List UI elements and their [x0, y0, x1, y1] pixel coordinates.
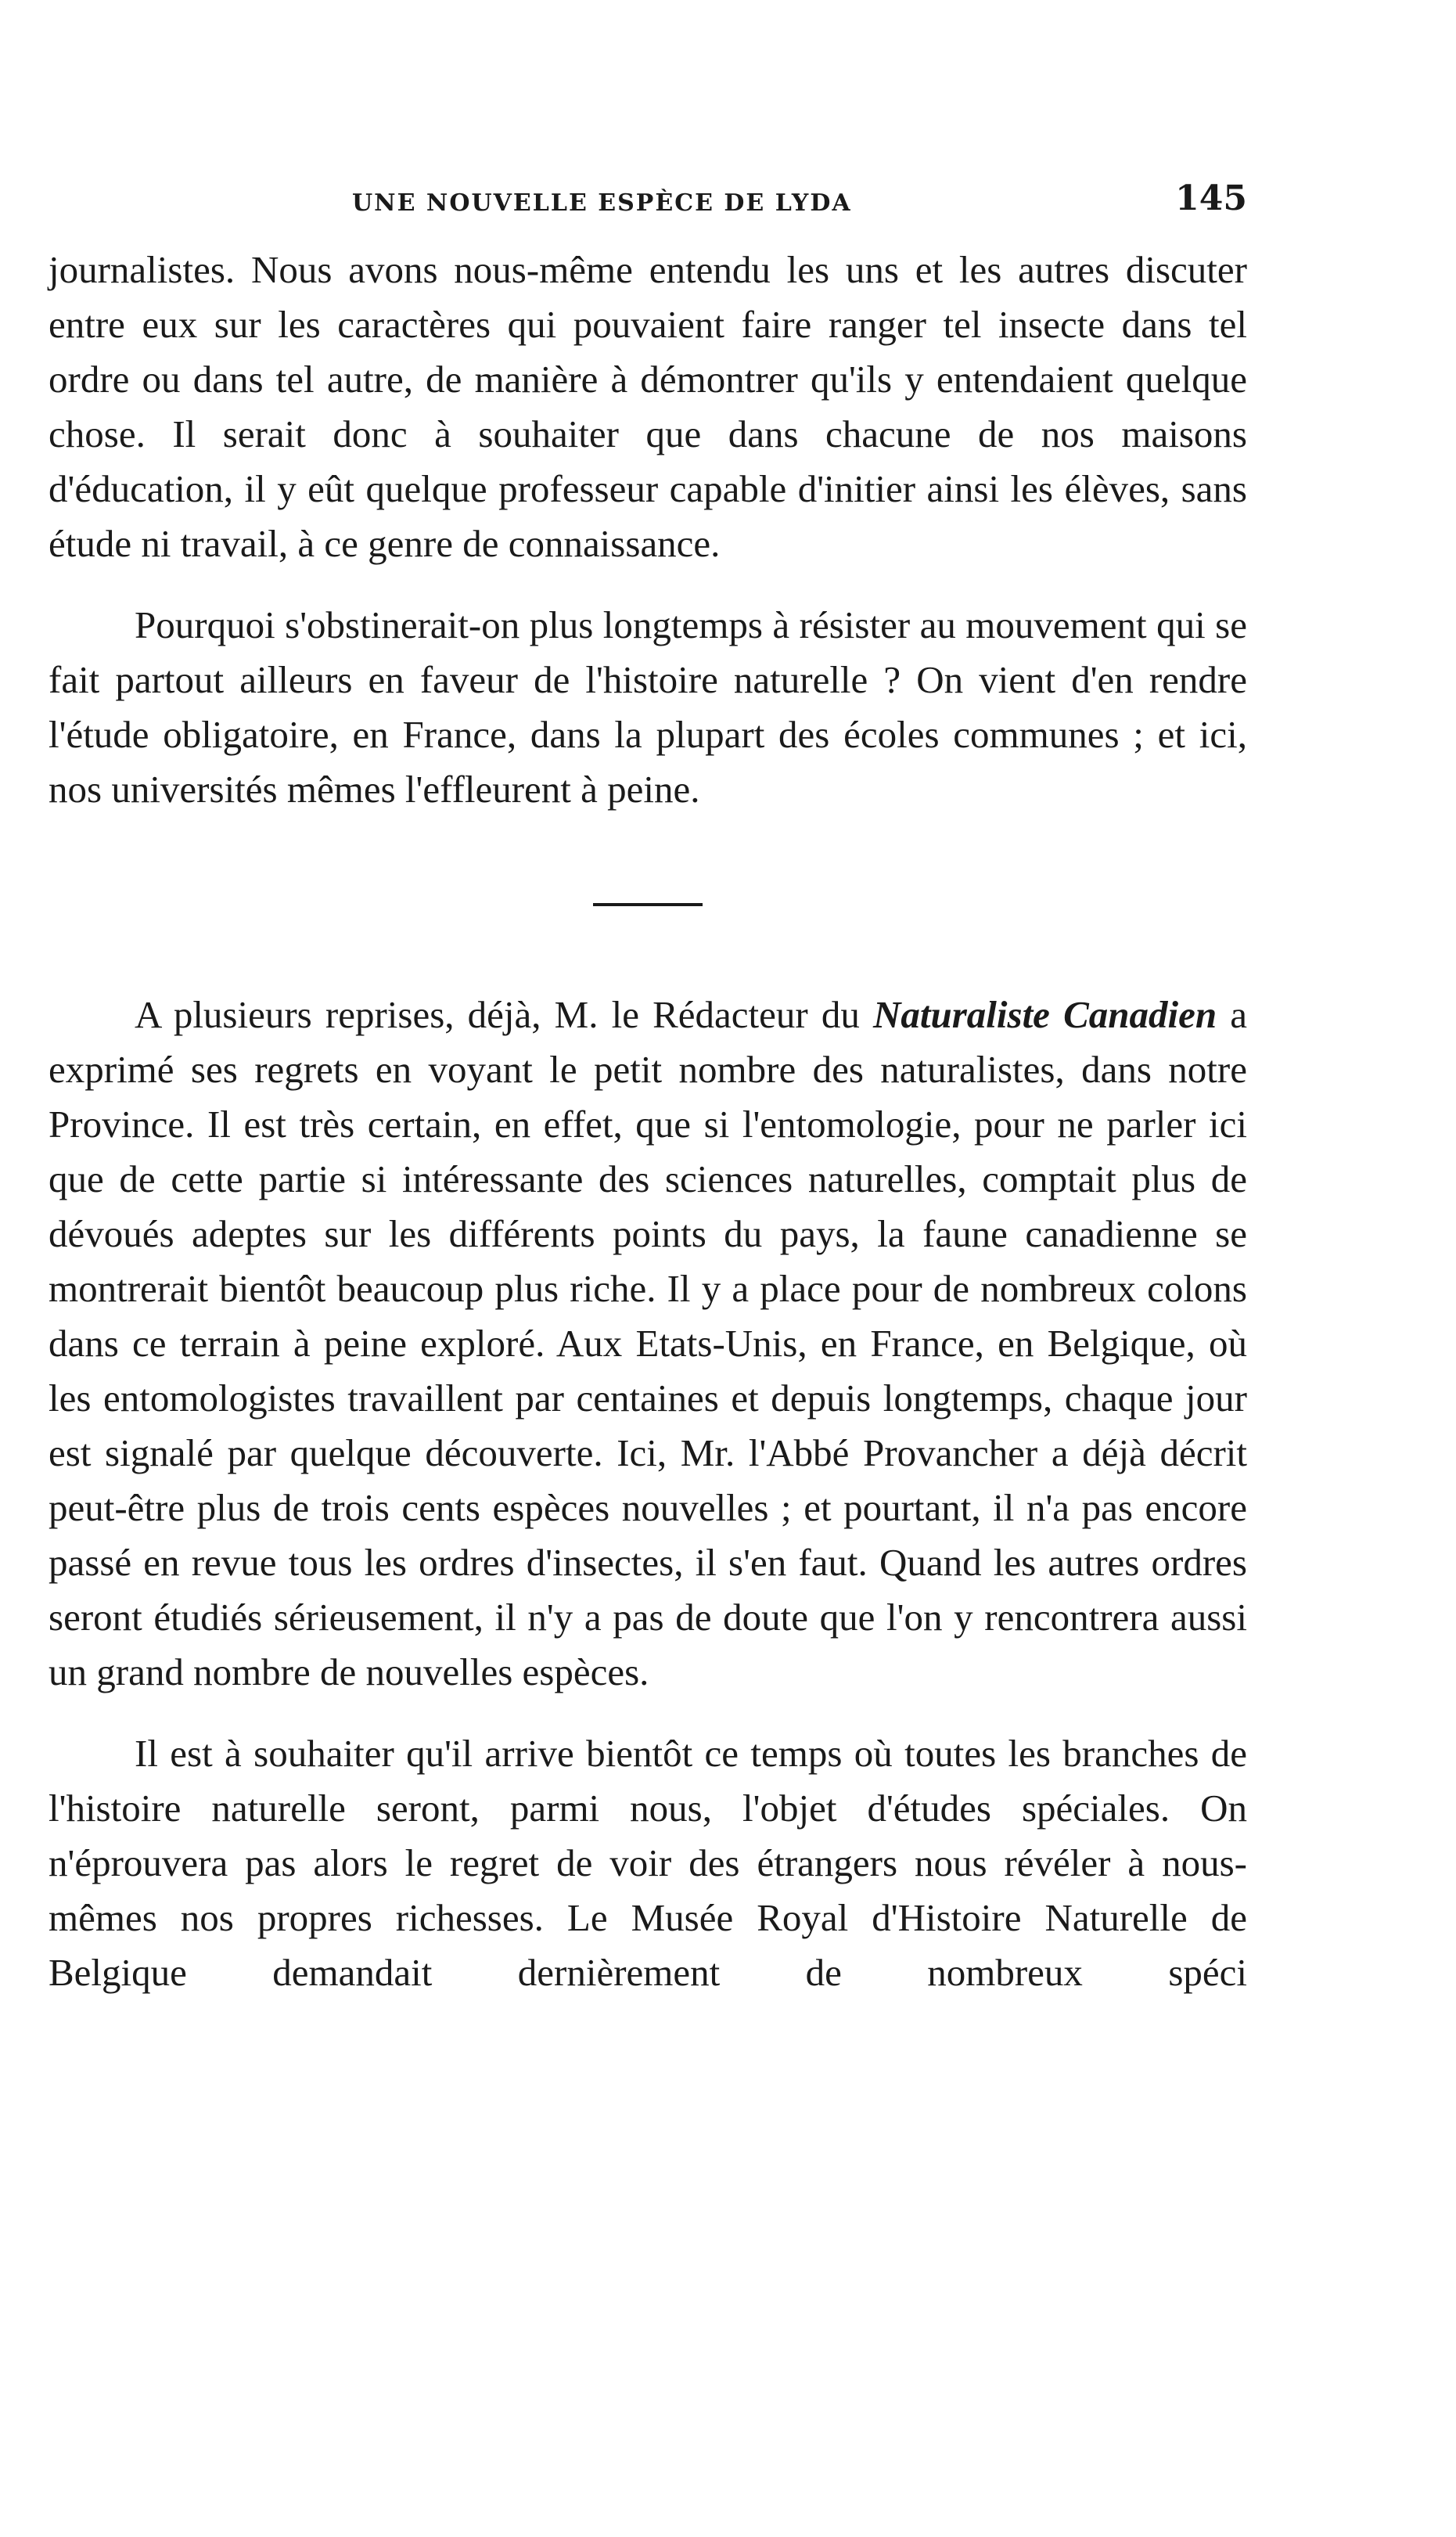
- paragraph-gap: [49, 571, 1247, 598]
- paragraph-gap: [49, 1700, 1247, 1726]
- journal-title-italic: Naturaliste Canadien: [872, 993, 1217, 1036]
- running-title: UNE NOUVELLE ESPÈCE DE LYDA: [352, 189, 852, 217]
- page-number: 145: [1175, 178, 1247, 218]
- section-separator-rule: [593, 903, 703, 906]
- paragraph-plusieurs-reprises: [49, 988, 1247, 1700]
- running-head: [49, 178, 1247, 229]
- paragraph-journalistes: journalistes. Nous avons nous-même entendu les uns et les autres discuter entre eux sur les caractères qui pouvaient faire ranger tel insecte dans tel ordre ou dans tel autre, de manière à démontrer qu'ils y entendaient quelque chose. Il serait donc à souhaiter que dans chacune de nos maisons d'éducation, il y eût quelque professeur capable d'initier ainsi les élèves, sans étude ni travail, à ce genre de connaissance.: [49, 248, 1247, 565]
- paragraph-il-est-a-souhaiter: Il est à souhaiter qu'il arrive bientôt ce temps où toutes les branches de l'histoire naturelle seront, parmi nous, l'objet d'études spéciales. On n'éprouvera pas alors le regret de voir des étrangers nous révéler à nous-mêmes nos propres richesses. Le Musée Royal d'Histoire Naturelle de Belgique demandait dernièrement de nombreux spéci: [49, 1732, 1247, 1994]
- book-page: [49, 178, 1247, 2000]
- paragraph-text-rest: a exprimé ses regrets en voyant le petit nombre des naturalistes, dans notre Province. Il est très certain, en effet, que si l'entomologie, pour ne parler ici que de cette partie si intéressante des sciences naturelles, comptait plus de dévoués adeptes sur les différents points du pays, la faune canadienne se montrerait bientôt beaucoup plus riche. Il y a place pour de nombreux colons dans ce terrain à peine exploré. Aux Etats-Unis, en France, en Belgique, où les entomologistes travaillent par centaines et depuis longtemps, chaque jour est signalé par quelque découverte. Ici, Mr. l'Abbé Provancher a déjà décrit peut-être plus de trois cents espèces nouvelles ; et pourtant, il n'a pas encore passé en revue tous les ordres d'insectes, il s'en faut. Quand les autres ordres seront étudiés sérieusement, il n'y a pas de doute que l'on y rencontrera aussi un grand nombre de nouvelles espèces.: [49, 993, 1248, 1693]
- paragraph-pourquoi: Pourquoi s'obstinerait-on plus longtemps à résister au mouvement qui se fait partout ailleurs en faveur de l'histoire naturelle ? On vient d'en rendre l'étude obligatoire, en France, dans la plupart des écoles communes ; et ici, nos universités mêmes l'effleurent à peine.: [49, 603, 1247, 811]
- paragraph-text-start: A plusieurs reprises, déjà, M. le Rédacteur du: [135, 993, 873, 1036]
